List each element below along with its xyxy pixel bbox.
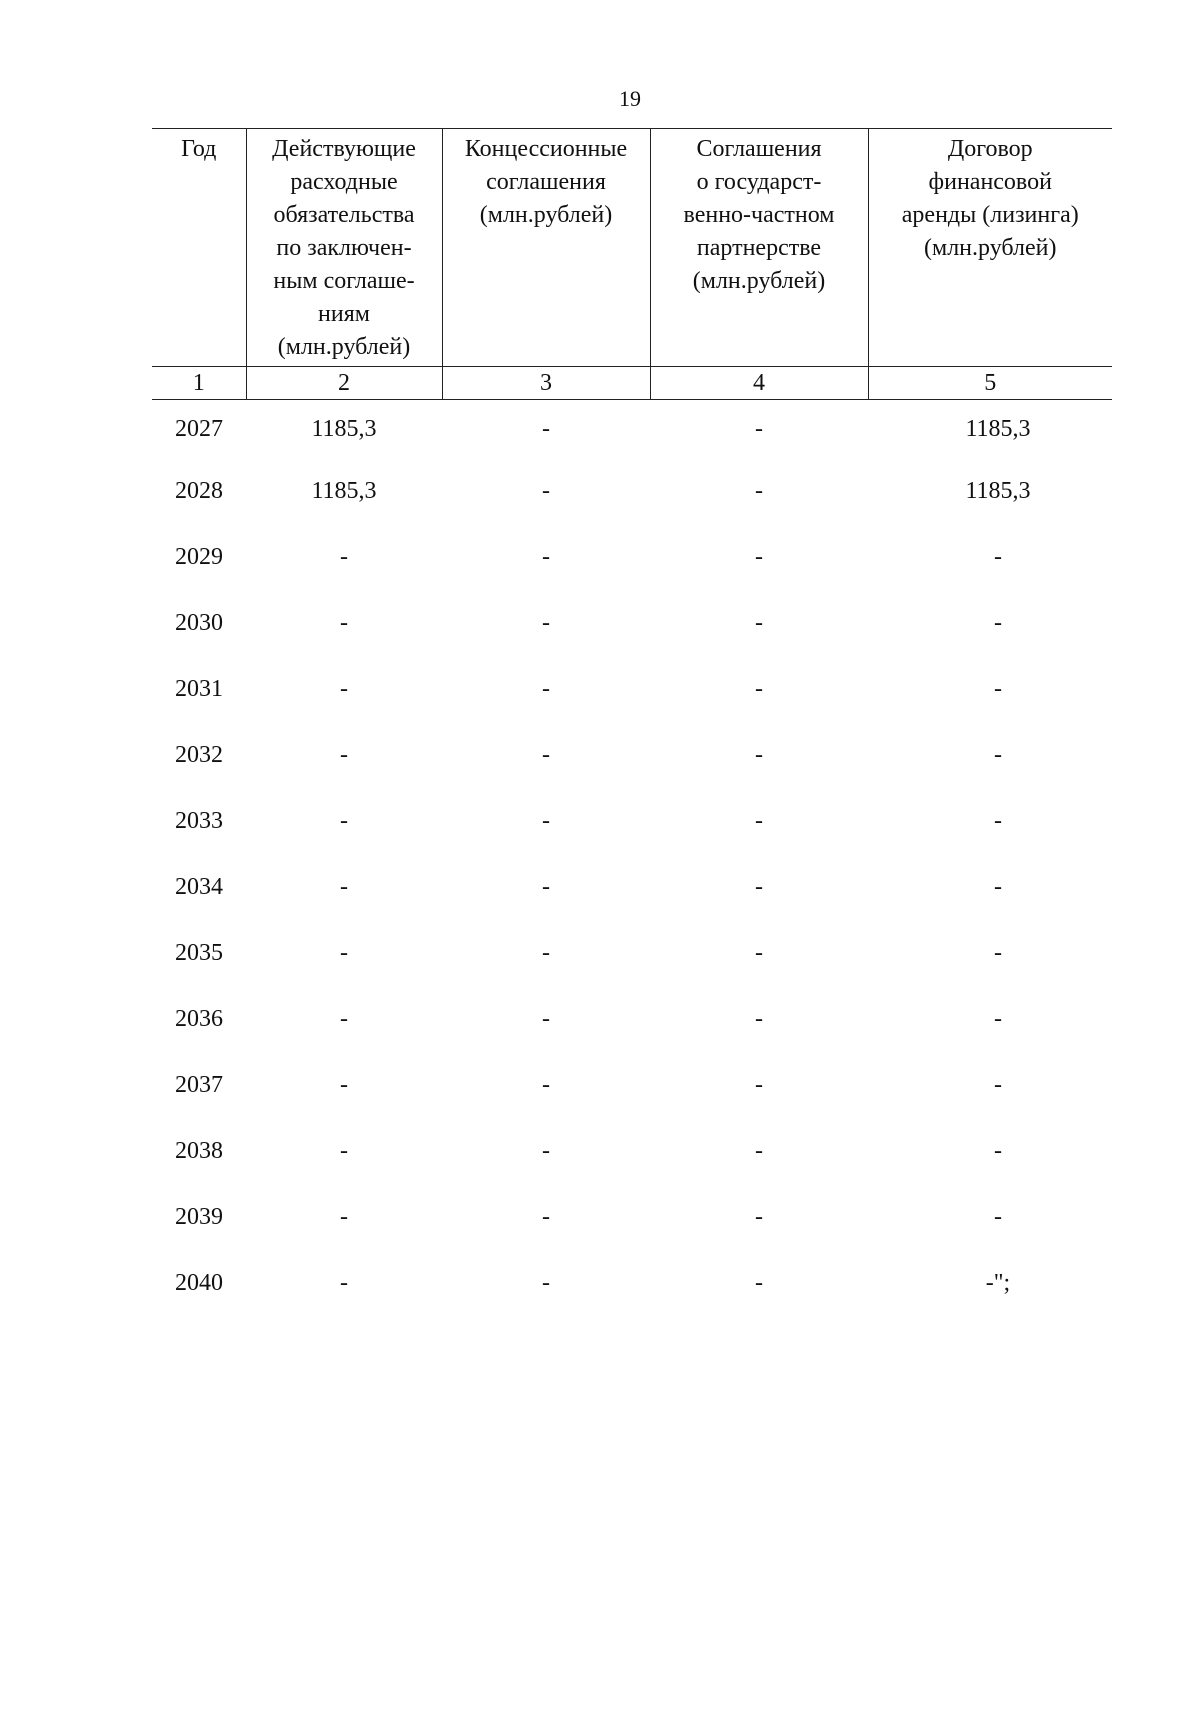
current-obligations-cell: 1185,3 [311,478,377,504]
ppp-cell: - [755,940,763,966]
ppp-cell: - [755,544,763,570]
column-number: 3 [442,367,650,400]
table-row [152,590,1112,656]
concession-cell: - [542,416,550,442]
concession-cell: - [542,610,550,636]
column-number: 4 [650,367,868,400]
lease-cell: - [994,676,1002,702]
concession-cell: - [542,1270,550,1296]
year-cell: 2040 [175,1270,223,1296]
page-number: 19 [619,86,641,111]
lease-cell: - [994,1204,1002,1230]
lease-cell: - [994,874,1002,900]
ppp-cell: - [755,1138,763,1164]
ppp-cell: - [755,1204,763,1230]
year-cell: 2031 [175,676,223,702]
ppp-cell: - [755,808,763,834]
current-obligations-cell: - [340,874,348,900]
concession-cell: - [542,1072,550,1098]
table-row [152,986,1112,1052]
concession-cell: - [542,940,550,966]
table-row [152,458,1112,524]
year-cell: 2033 [175,808,223,834]
ppp-cell: - [755,1006,763,1032]
lease-cell: - [994,1072,1002,1098]
current-obligations-cell: - [340,1204,348,1230]
year-cell: 2036 [175,1006,223,1032]
concession-cell: - [542,742,550,768]
year-cell: 2034 [175,874,223,900]
header-year: Год [152,129,246,367]
concession-cell: - [542,1138,550,1164]
concession-cell: - [542,874,550,900]
table-row [152,524,1112,590]
lease-cell: - [994,610,1002,636]
ppp-cell: - [755,1072,763,1098]
lease-cell: - [994,544,1002,570]
ppp-cell: - [755,416,763,442]
lease-cell: - [994,742,1002,768]
table-row [152,1184,1112,1250]
ppp-cell: - [755,610,763,636]
header-concession-agreements: Концессионные соглашения (млн.рублей) [442,129,650,367]
ppp-cell: - [755,478,763,504]
column-number: 1 [152,367,246,400]
current-obligations-cell: - [340,1270,348,1296]
table-row [152,1250,1112,1316]
year-cell: 2037 [175,1072,223,1098]
year-cell: 2038 [175,1138,223,1164]
year-cell: 2039 [175,1204,223,1230]
lease-cell: - [994,808,1002,834]
table-row [152,1052,1112,1118]
table-header-row [152,129,1112,367]
concession-cell: - [542,544,550,570]
table-body [152,400,1112,1317]
current-obligations-cell: - [340,1138,348,1164]
ppp-cell: - [755,1270,763,1296]
year-cell: 2029 [175,544,223,570]
current-obligations-cell: 1185,3 [311,416,377,442]
year-cell: 2035 [175,940,223,966]
current-obligations-cell: - [340,1072,348,1098]
lease-cell: -"; [985,1270,1011,1296]
concession-cell: - [542,676,550,702]
table-row [152,788,1112,854]
column-number: 5 [868,367,1112,400]
table-row [152,722,1112,788]
lease-cell: - [994,1138,1002,1164]
current-obligations-cell: - [340,940,348,966]
current-obligations-cell: - [340,742,348,768]
year-cell: 2027 [175,416,223,442]
column-number: 2 [246,367,442,400]
concession-cell: - [542,808,550,834]
current-obligations-cell: - [340,610,348,636]
lease-cell: - [994,1006,1002,1032]
current-obligations-cell: - [340,808,348,834]
column-number-row [152,367,1112,400]
table-row [152,400,1112,459]
ppp-cell: - [755,676,763,702]
obligations-table [152,128,1112,1316]
table-row [152,656,1112,722]
concession-cell: - [542,1204,550,1230]
concession-cell: - [542,478,550,504]
current-obligations-cell: - [340,544,348,570]
year-cell: 2030 [175,610,223,636]
current-obligations-cell: - [340,1006,348,1032]
year-cell: 2032 [175,742,223,768]
table-row [152,1118,1112,1184]
table-row [152,854,1112,920]
ppp-cell: - [755,742,763,768]
lease-cell: 1185,3 [965,416,1031,442]
lease-cell: 1185,3 [965,478,1031,504]
header-financial-lease: Договор финансовой аренды (лизинга) (млн.рублей) [868,129,1112,367]
table-row [152,920,1112,986]
header-public-private-partnership: Соглашения о государст- венно-частном партнерстве (млн.рублей) [650,129,868,367]
ppp-cell: - [755,874,763,900]
concession-cell: - [542,1006,550,1032]
current-obligations-cell: - [340,676,348,702]
header-current-obligations: Действующие расходные обязательства по заключен- ным соглаше- ниям (млн.рублей) [246,129,442,367]
year-cell: 2028 [175,478,223,504]
lease-cell: - [994,940,1002,966]
